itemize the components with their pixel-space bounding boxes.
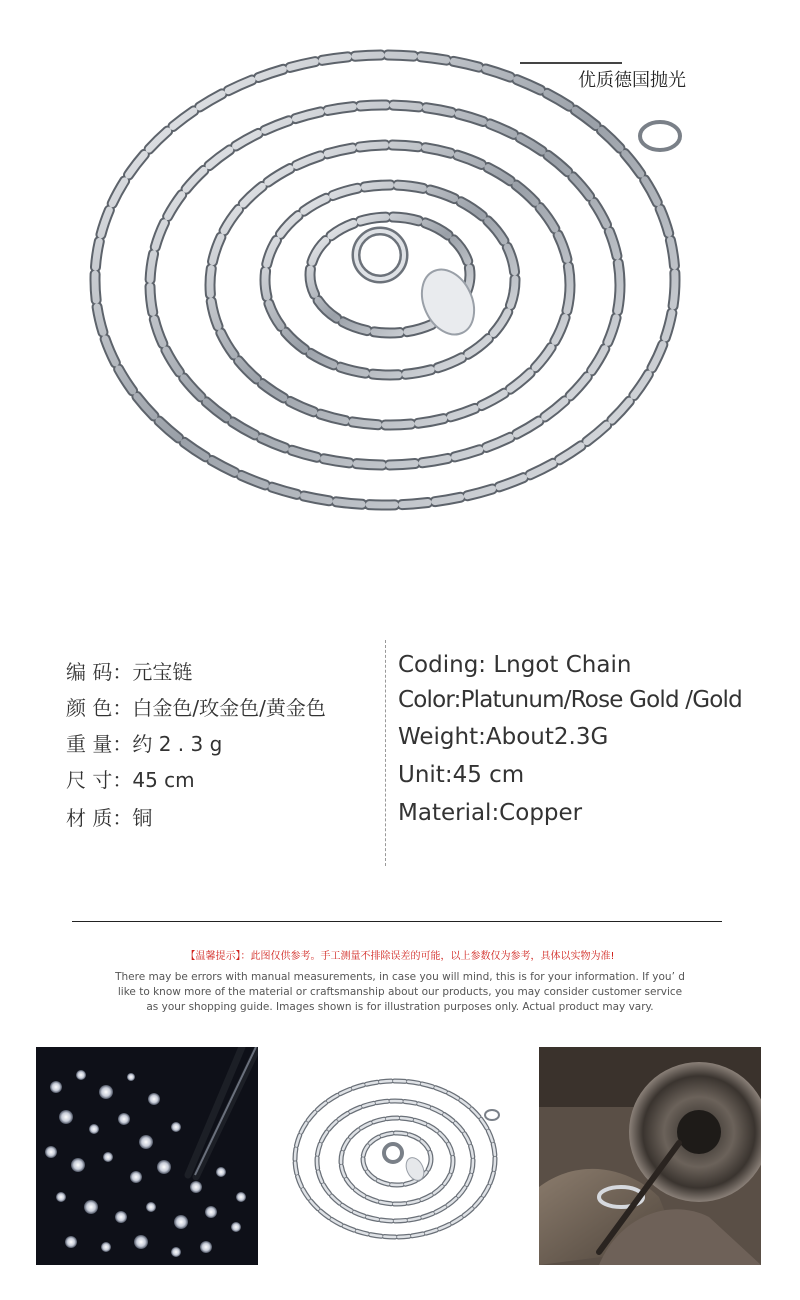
notice-rule (72, 921, 722, 922)
notice-zh: 【温馨提示】：此图仅供参考。手工测量不排除误差的可能，以上参数仅为参考，具体以实物为准! (185, 951, 615, 962)
callout-line (520, 62, 622, 64)
spec-zh-weight: 重 量：约 2 . 3 g (66, 732, 223, 756)
spec-en-color: Color:Platunum/Rose Gold /Gold (398, 687, 742, 713)
spec-divider (385, 640, 387, 866)
spec-zh-material: 材 质：铜 (66, 806, 153, 830)
spec-zh-color: 颜 色：白金色/玫金色/黄金色 (66, 696, 326, 720)
mini-spiral-chain (289, 1047, 511, 1265)
notice-en-line: as your shopping guide. Images shown is for illustration purposes only. Actual product may vary. (146, 1001, 654, 1013)
spec-table (0, 640, 800, 870)
end-ring (640, 122, 680, 150)
notice-en-line: like to know more of the material or craftsmanship about our products, you may consider customer service (117, 986, 683, 998)
polishing-wheel-illustration (539, 1047, 761, 1265)
diamonds-photo (36, 1047, 258, 1265)
notice-en (100, 970, 700, 1015)
spec-zh-coding: 编 码：元宝链 (66, 660, 193, 684)
diamonds-tweezers-illustration (36, 1047, 258, 1265)
spec-en-material: Material:Copper (398, 800, 583, 826)
hero-product-image (0, 0, 800, 560)
spec-en-weight: Weight:About2.3G (398, 724, 609, 750)
polishing-photo (539, 1047, 761, 1265)
spec-zh-size: 尺 寸：45 cm (66, 768, 195, 792)
notice-en-line: There may be errors with manual measurements, in case you will mind, this is for your information. If you’ d (115, 971, 685, 983)
spec-en-coding: Coding: Lngot Chain (398, 652, 632, 678)
spec-en-unit: Unit:45 cm (398, 762, 525, 788)
chain-photo (289, 1047, 511, 1265)
polish-tag: 优质德国抛光 (578, 70, 686, 91)
